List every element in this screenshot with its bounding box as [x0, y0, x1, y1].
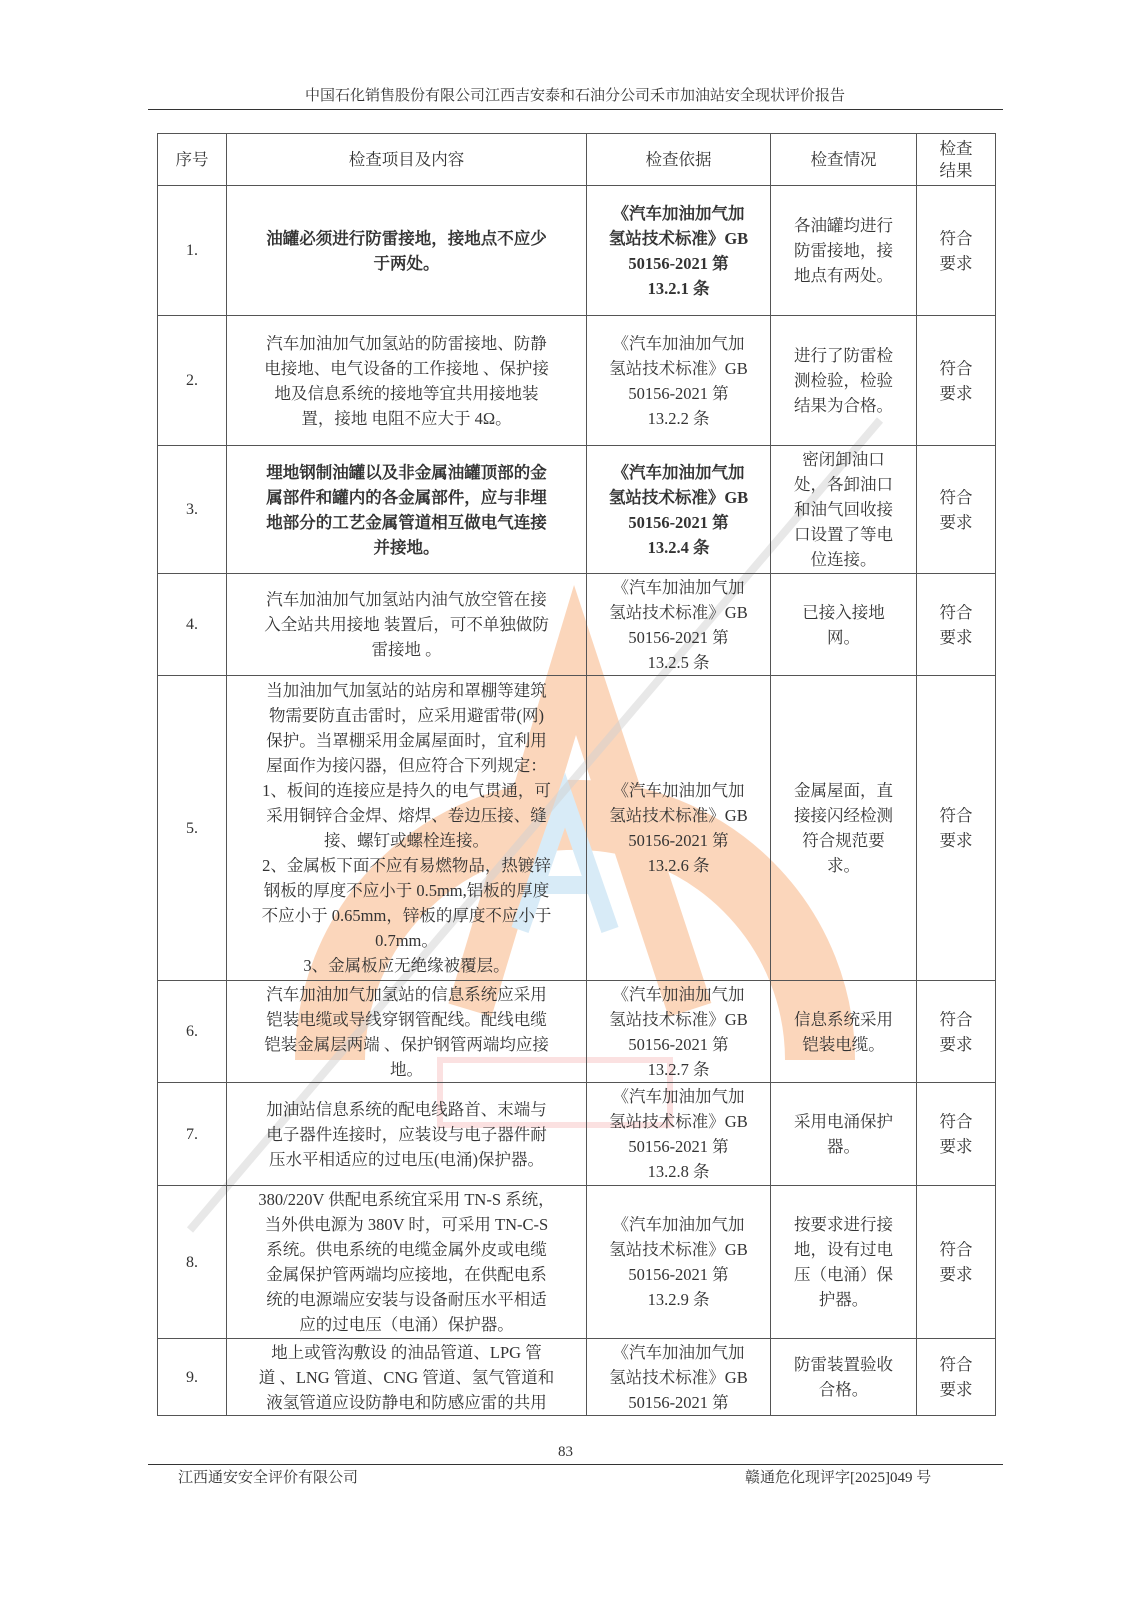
row-number: 8.: [158, 1186, 227, 1339]
inspection-result: 符合 要求: [917, 1186, 996, 1339]
footer-divider: [148, 1464, 1003, 1465]
table-row: [158, 186, 996, 316]
inspection-basis: 《汽车加油加气加 氢站技术标准》GB 50156-2021 第 13.2.5 条: [587, 574, 771, 676]
row-number: 3.: [158, 446, 227, 574]
inspection-basis: 《汽车加油加气加 氢站技术标准》GB 50156-2021 第 13.2.9 条: [587, 1186, 771, 1339]
inspection-status: 密闭卸油口 处，各卸油口 和油气回收接 口设置了等电 位连接。: [771, 446, 917, 574]
inspection-status: 金属屋面，直 接接闪经检测 符合规范要 求。: [771, 676, 917, 981]
inspection-result: 符合 要求: [917, 574, 996, 676]
table-row: [158, 676, 996, 981]
column-header: 序号: [158, 134, 227, 186]
row-number: 9.: [158, 1339, 227, 1416]
inspection-result: 符合 要求: [917, 676, 996, 981]
inspection-item: 380/220V 供配电系统宜采用 TN-S 系统， 当外供电源为 380V 时，可采用 TN-C-S 系统。供电系统的电缆金属外皮或电缆 金属保护管两端均应接地，在供配电系 统的电源端应安装与设备耐压水平相适 应的过电压（电涌）保护器。: [227, 1186, 587, 1339]
table-row: [158, 1339, 996, 1416]
header-divider: [148, 109, 1003, 110]
table-row: [158, 446, 996, 574]
inspection-status: 已接入接地 网。: [771, 574, 917, 676]
inspection-basis: 《汽车加油加气加 氢站技术标准》GB 50156-2021 第: [587, 1339, 771, 1416]
table-row: [158, 574, 996, 676]
column-header: 检查情况: [771, 134, 917, 186]
inspection-item: 埋地钢制油罐以及非金属油罐顶部的金 属部件和罐内的各金属部件，应与非埋 地部分的工艺金属管道相互做电气连接 并接地。: [227, 446, 587, 574]
row-number: 1.: [158, 186, 227, 316]
table-header-row: [158, 134, 996, 186]
inspection-basis: 《汽车加油加气加 氢站技术标准》GB 50156-2021 第 13.2.7 条: [587, 981, 771, 1083]
row-number: 5.: [158, 676, 227, 981]
inspection-result: 符合 要求: [917, 1083, 996, 1186]
inspection-status: 采用电涌保护 器。: [771, 1083, 917, 1186]
inspection-result: 符合 要求: [917, 446, 996, 574]
inspection-item: 地上或管沟敷设 的油品管道、LPG 管 道 、LNG 管道、CNG 管道、氢气管道和 液氢管道应设防静电和防感应雷的共用: [227, 1339, 587, 1416]
inspection-basis: 《汽车加油加气加 氢站技术标准》GB 50156-2021 第 13.2.8 条: [587, 1083, 771, 1186]
table-row: [158, 316, 996, 446]
footer-doc-number: 赣通危化现评字[2025]049 号: [745, 1470, 932, 1486]
inspection-result: 符合 要求: [917, 186, 996, 316]
inspection-item: 加油站信息系统的配电线路首、末端与 电子器件连接时，应装设与电子器件耐 压水平相适应的过电压(电涌)保护器。: [227, 1083, 587, 1186]
inspection-status: 进行了防雷检 测检验，检验 结果为合格。: [771, 316, 917, 446]
inspection-status: 各油罐均进行 防雷接地，接 地点有两处。: [771, 186, 917, 316]
footer-company: 江西通安安全评价有限公司: [178, 1470, 359, 1486]
inspection-item: 油罐必须进行防雷接地，接地点不应少 于两处。: [227, 186, 587, 316]
table-row: [158, 1083, 996, 1186]
row-number: 7.: [158, 1083, 227, 1186]
column-header: 检查项目及内容: [227, 134, 587, 186]
page-number: 83: [558, 1444, 573, 1460]
inspection-item: 汽车加油加气加氢站的防雷接地、防静 电接地、电气设备的工作接地 、保护接 地及信息系统的接地等宜共用接地装 置，接地 电阻不应大于 4Ω。: [227, 316, 587, 446]
inspection-item: 汽车加油加气加氢站内油气放空管在接 入全站共用接地 装置后，可不单独做防 雷接地 。: [227, 574, 587, 676]
page-header-title: 中国石化销售股份有限公司江西吉安泰和石油分公司禾市加油站安全现状评价报告: [304, 88, 845, 104]
row-number: 2.: [158, 316, 227, 446]
inspection-item: 当加油加气加氢站的站房和罩棚等建筑 物需要防直击雷时，应采用避雷带(网) 保护。当罩棚采用金属屋面时，宜利用 屋面作为接闪器，但应符合下列规定： 1、板间的连接应是持久的电气贯通，可 采用铜锌合金焊、熔焊、卷边压接、缝 接、螺钉或螺栓连接。 2、金属板下面不应有易燃物品，热镀锌 钢板的厚度不应小于 0.5mm,铝板的厚度 不应小于 0.65mm，锌板的厚度不应小于 0.7mm。 3、金属板应无绝缘被覆层。: [227, 676, 587, 981]
inspection-basis: 《汽车加油加气加 氢站技术标准》GB 50156-2021 第 13.2.1 条: [587, 186, 771, 316]
inspection-basis: 《汽车加油加气加 氢站技术标准》GB 50156-2021 第 13.2.6 条: [587, 676, 771, 981]
inspection-status: 防雷装置验收 合格。: [771, 1339, 917, 1416]
inspection-basis: 《汽车加油加气加 氢站技术标准》GB 50156-2021 第 13.2.4 条: [587, 446, 771, 574]
inspection-result: 符合 要求: [917, 981, 996, 1083]
inspection-status: 按要求进行接 地，设有过电 压（电涌）保 护器。: [771, 1186, 917, 1339]
column-header: 检查依据: [587, 134, 771, 186]
inspection-basis: 《汽车加油加气加 氢站技术标准》GB 50156-2021 第 13.2.2 条: [587, 316, 771, 446]
inspection-result: 符合 要求: [917, 316, 996, 446]
inspection-result: 符合 要求: [917, 1339, 996, 1416]
column-header: 检查 结果: [917, 134, 996, 186]
table-row: [158, 1186, 996, 1339]
inspection-item: 汽车加油加气加氢站的信息系统应采用 铠装电缆或导线穿钢管配线。配线电缆 铠装金属层两端 、保护钢管两端均应接 地。: [227, 981, 587, 1083]
row-number: 6.: [158, 981, 227, 1083]
inspection-table: [157, 133, 996, 1416]
row-number: 4.: [158, 574, 227, 676]
inspection-status: 信息系统采用 铠装电缆。: [771, 981, 917, 1083]
table-row: [158, 981, 996, 1083]
